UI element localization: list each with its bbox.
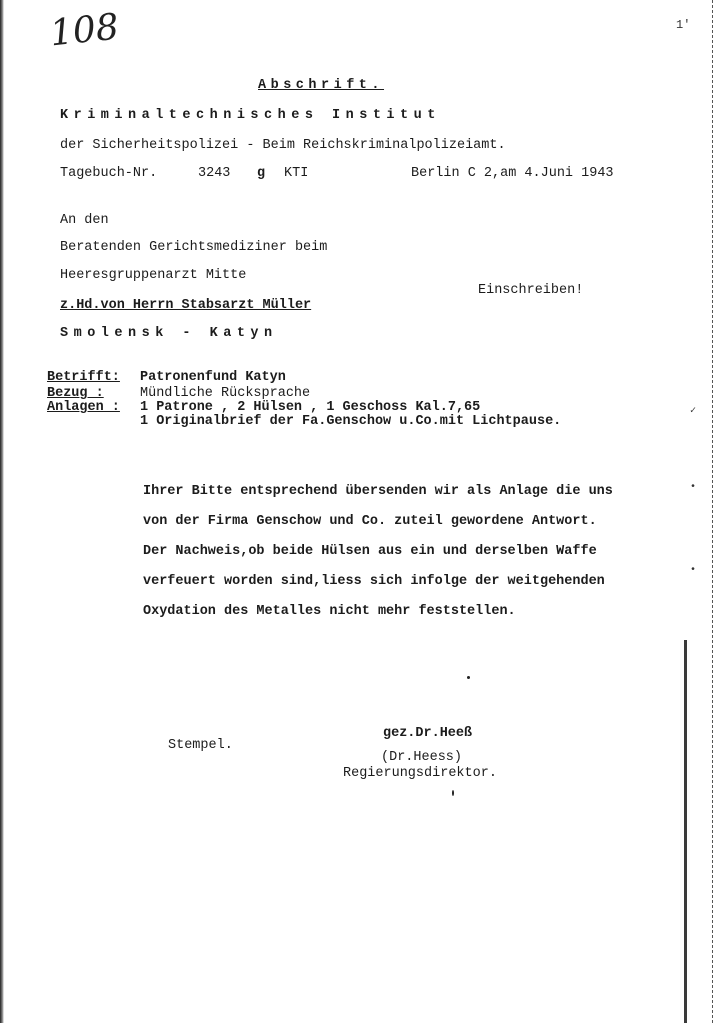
body-line-2: von der Firma Genschow und Co. zuteil gewordene Antwort. bbox=[143, 514, 597, 529]
right-page-edge bbox=[684, 640, 687, 1023]
corner-mark: 1′ bbox=[676, 18, 691, 32]
margin-mark: • bbox=[690, 565, 697, 576]
signed-by: gez.Dr.Heeß bbox=[383, 726, 473, 741]
journal-suffix: g bbox=[257, 166, 266, 181]
subject-value: Patronenfund Katyn bbox=[140, 370, 286, 385]
department-name: der Sicherheitspolizei - Beim Reichskriminalpolizeiamt. bbox=[60, 138, 506, 153]
enclosures-label: Anlagen : bbox=[47, 400, 120, 415]
body-line-3: Der Nachweis,ob beide Hülsen aus ein und derselben Waffe bbox=[143, 544, 597, 559]
left-page-edge bbox=[0, 0, 4, 1023]
signatory-name: (Dr.Heess) bbox=[381, 750, 463, 765]
journal-label: Tagebuch-Nr. bbox=[60, 166, 158, 181]
address-line-1: An den bbox=[60, 213, 109, 228]
subject-label: Betrifft: bbox=[47, 370, 120, 385]
body-line-1: Ihrer Bitte entsprechend übersenden wir als Anlage die uns bbox=[143, 484, 613, 499]
stamp-note: Stempel. bbox=[168, 738, 233, 753]
enclosure-item-1: 1 Patrone , 2 Hülsen , 1 Geschoss Kal.7,65 bbox=[140, 400, 481, 415]
reference-value: Mündliche Rücksprache bbox=[140, 386, 311, 401]
signatory-rank: Regierungsdirektor. bbox=[343, 766, 497, 781]
body-line-4: verfeuert worden sind,liess sich infolge der weitgehenden bbox=[143, 574, 605, 589]
address-line-4: z.Hd.von Herrn Stabsarzt Müller bbox=[60, 298, 312, 313]
registered-mail-note: Einschreiben! bbox=[478, 283, 584, 298]
reference-label: Bezug : bbox=[47, 386, 104, 401]
margin-mark: ✓ bbox=[690, 406, 697, 417]
folio-number: 108 bbox=[48, 6, 121, 55]
body-line-5: Oxydation des Metalles nicht mehr feststellen. bbox=[143, 604, 516, 619]
right-margin-binding bbox=[712, 0, 715, 1023]
document-title: Abschrift. bbox=[258, 78, 385, 93]
address-line-3: Heeresgruppenarzt Mitte bbox=[60, 268, 247, 283]
address-line-2: Beratenden Gerichtsmediziner beim bbox=[60, 240, 328, 255]
margin-mark: • bbox=[690, 482, 697, 493]
place-and-date: Berlin C 2,am 4.Juni 1943 bbox=[411, 166, 614, 181]
journal-number: 3243 bbox=[198, 166, 231, 181]
ink-dot bbox=[467, 676, 470, 679]
enclosure-item-2: 1 Originalbrief der Fa.Genschow u.Co.mit Lichtpause. bbox=[140, 414, 562, 429]
journal-code: KTI bbox=[284, 166, 309, 181]
ink-dot bbox=[452, 790, 454, 796]
institute-name: Kriminaltechnisches Institut bbox=[60, 108, 441, 123]
address-line-5: Smolensk - Katyn bbox=[60, 326, 278, 341]
